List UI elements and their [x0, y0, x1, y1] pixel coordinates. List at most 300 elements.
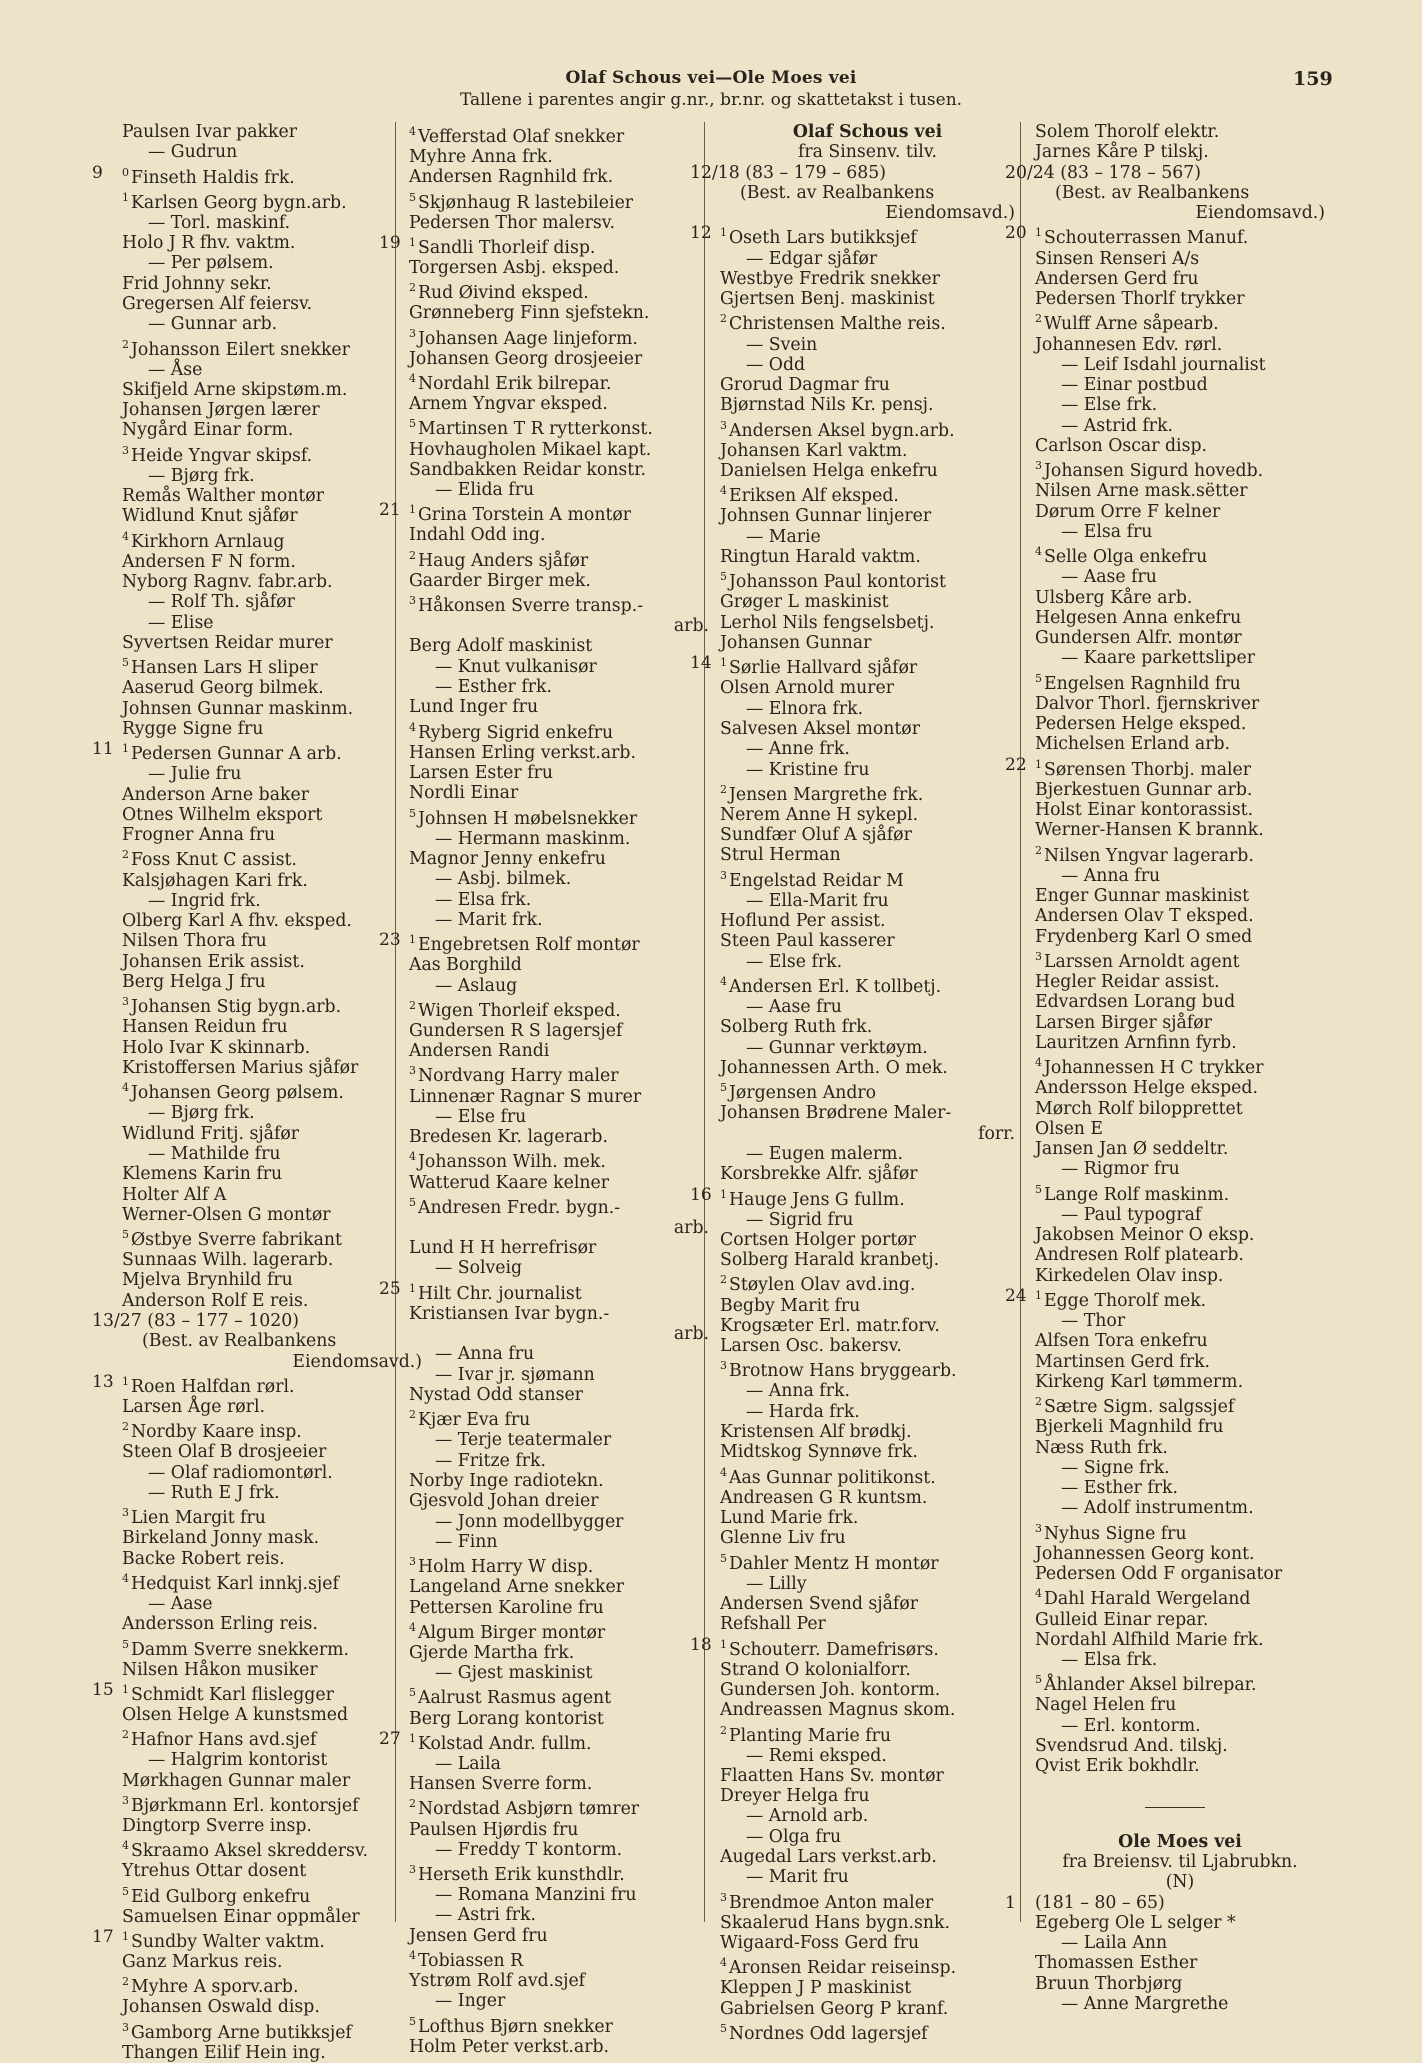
entry-text: — Arnold arb.: [746, 1806, 869, 1827]
directory-entry: [112, 1225, 422, 1250]
household-member-entry: [399, 1885, 709, 1905]
household-member-entry: [399, 677, 709, 697]
entry-text: Andersson Erling reis.: [122, 1614, 318, 1635]
directory-entry: [710, 1847, 1015, 1867]
entry-text: Dørum Orre F kelner: [1035, 501, 1221, 522]
directory-entry: [710, 825, 1015, 845]
directory-entry: [112, 1635, 422, 1660]
directory-entry: [710, 1270, 1015, 1295]
household-member-entry: [112, 1594, 422, 1614]
entry-text: Skraamo Aksel skreddersv.: [131, 1841, 369, 1862]
entry-text: Wulff Arne såpearb.: [1044, 314, 1219, 335]
directory-entry: [1025, 481, 1325, 501]
directory-entry: [399, 1061, 709, 1086]
entry-text: — Mathilde fru: [148, 1143, 281, 1164]
entry-text: Kalsjøhagen Kari frk.: [122, 870, 308, 891]
entry-text: — Jonn modellbygger: [435, 1511, 624, 1532]
house-number: 13: [92, 1371, 114, 1392]
entry-text: Nerem Anne H sykepl.: [720, 804, 919, 825]
household-member-entry: [399, 657, 709, 677]
directory-entry: [1005, 754, 1325, 780]
entry-text: Anderson Rolf E reis.: [122, 1290, 309, 1311]
directory-entry: [399, 167, 709, 187]
directory-entry: [1025, 1245, 1325, 1265]
directory-entry: [710, 1913, 1015, 1933]
household-member-entry: [710, 335, 1015, 355]
entry-text: Skjønhaug R lastebileier: [418, 192, 634, 213]
floor-number: 3: [122, 2020, 129, 2034]
entry-text: Westbye Fredrik snekker: [720, 268, 940, 289]
entry-text: Holm Harry W disp.: [418, 1556, 594, 1577]
entry-text: Aronsen Reidar reiseinsp.: [729, 1958, 957, 1979]
entry-text: — Anne Margrethe: [1061, 1994, 1229, 2015]
entry-text: Pettersen Karoline fru: [409, 1597, 604, 1618]
entry-text: Grøger L maskinist: [720, 592, 889, 613]
household-member-entry: [1025, 1716, 1325, 1736]
directory-entry: [112, 1614, 422, 1634]
household-member-entry: [112, 891, 422, 911]
entry-text: Frogner Anna fru: [122, 825, 276, 846]
entry-text: Johansen Karl vaktm.: [720, 440, 908, 461]
directory-entry: [1025, 1099, 1325, 1119]
entry-text: Christensen Malthe reis.: [729, 314, 946, 335]
floor-number: 5: [122, 1637, 129, 1651]
directory-entry: [399, 2037, 709, 2057]
directory-entry: [710, 805, 1015, 825]
entry-text: Johansen Sigurd hovedb.: [1044, 461, 1264, 482]
floor-number: 3: [720, 1359, 727, 1373]
entry-text: Birkeland Jonny mask.: [122, 1528, 320, 1549]
line-continuation: [399, 1324, 709, 1344]
household-member-entry: [710, 760, 1015, 780]
household-member-entry: [1025, 1933, 1325, 1953]
household-member-entry: [399, 1344, 709, 1364]
directory-entry: [112, 845, 422, 870]
directory-entry: [112, 1417, 422, 1442]
entry-text: Bjørkmann Erl. kontorsjef: [131, 1795, 359, 1816]
floor-number: 5: [720, 1551, 727, 1565]
entry-text: — Marit fru: [746, 1867, 849, 1888]
entry-text: Jørgensen Andro: [729, 1083, 877, 1104]
entry-text: — Bjørg frk.: [148, 1103, 255, 1124]
entry-text: Norby Inge radiotekn.: [409, 1470, 604, 1491]
directory-entry: [112, 1503, 422, 1528]
entry-text: Andreassen Magnus skom.: [720, 1700, 956, 1721]
household-member-entry: [710, 249, 1015, 269]
directory-entry: [112, 2018, 422, 2043]
entry-text: Wigaard-Foss Gerd fru: [720, 1933, 920, 1954]
floor-number: 2: [1035, 1395, 1042, 1409]
directory-entry: [710, 1953, 1015, 1978]
entry-text: — Terje teatermaler: [435, 1430, 612, 1451]
entry-text: Skaalerud Hans bygn.snk.: [720, 1912, 950, 1933]
directory-entry: [112, 233, 422, 253]
entry-text: Krogsæter Erl. matr.forv.: [720, 1315, 940, 1336]
entry-text: — Marie: [746, 526, 821, 547]
directory-entry: [112, 1861, 422, 1881]
household-member-entry: [710, 891, 1015, 911]
entry-text: — Elise: [148, 612, 214, 633]
floor-number: 5: [122, 1884, 129, 1898]
directory-entry: [710, 547, 1015, 567]
directory-entry: [710, 1999, 1015, 2019]
entry-text: — Sigrid fru: [746, 1209, 854, 1230]
household-member-entry: [112, 592, 422, 612]
directory-entry: [399, 1946, 709, 1971]
entry-text: Andersen Ragnhild frk.: [409, 167, 614, 188]
directory-entry: [1025, 1756, 1325, 1776]
directory-entry: [399, 369, 709, 394]
directory-entry: [1025, 1564, 1325, 1584]
entry-text: — Laila Ann: [1061, 1933, 1168, 1954]
floor-number: 4: [409, 1150, 416, 1164]
entry-text: Aaserud Georg bilmek.: [122, 678, 324, 699]
entry-text: Herseth Erik kunsthdlr.: [418, 1864, 625, 1885]
household-member-entry: [399, 1663, 709, 1683]
floor-number: 5: [409, 1195, 416, 1209]
directory-entry: [710, 1078, 1015, 1103]
entry-text: Hansen Reidun fru: [122, 1017, 288, 1038]
directory-entry: [112, 952, 422, 972]
directory-entry: [112, 1270, 422, 1290]
directory-entry: [399, 213, 709, 233]
entry-text: Johansen Gunnar: [720, 632, 872, 653]
floor-number: 3: [122, 443, 129, 457]
house-number: 27: [379, 1728, 401, 1749]
entry-text: Foss Knut C assist.: [131, 850, 297, 871]
floor-number: 2: [122, 848, 129, 862]
directory-entry: [710, 1017, 1015, 1037]
entry-text: — Gunnar verktøym.: [746, 1037, 928, 1058]
directory-entry: [1025, 1695, 1325, 1715]
entry-text: Mørch Rolf bilopprettet: [1035, 1098, 1243, 1119]
floor-number: 1: [409, 1731, 416, 1745]
entry-text: Begby Marit fru: [720, 1295, 861, 1316]
directory-entry: [112, 1397, 422, 1417]
entry-text: Tobiassen R: [418, 1950, 524, 1971]
entry-text: Lien Margit fru: [131, 1508, 266, 1529]
household-member-entry: [1025, 416, 1325, 436]
entry-text: Kristoffersen Marius sjåfør: [122, 1057, 359, 1078]
directory-entry: [112, 486, 422, 506]
directory-entry: [399, 1405, 709, 1430]
entry-text: Bjørnstad Nils Kr. pensj.: [720, 395, 934, 416]
directory-entry: [112, 572, 422, 592]
directory-entry: [399, 1193, 709, 1218]
entry-text: Andersen Gerd fru: [1035, 268, 1199, 289]
entry-text: (Best. av Realbankens: [142, 1331, 337, 1352]
entry-text: Magnor Jenny enkefru: [409, 848, 606, 869]
page-number: 159: [1293, 68, 1333, 90]
entry-text: Næss Ruth frk.: [1035, 1437, 1168, 1458]
household-member-entry: [112, 1483, 422, 1503]
property-range-heading: [690, 163, 1015, 183]
floor-number: 5: [122, 1228, 129, 1242]
floor-number: 4: [409, 720, 416, 734]
directory-entry: [112, 931, 422, 951]
floor-number: 2: [122, 337, 129, 351]
directory-entry: [399, 349, 709, 369]
household-member-entry: [399, 1905, 709, 1925]
household-member-entry: [112, 1750, 422, 1770]
entry-text: 12/18 (83 – 179 – 685): [690, 162, 886, 183]
floor-number: 1: [409, 933, 416, 947]
directory-entry: [710, 719, 1015, 739]
entry-text: Lund Inger fru: [409, 697, 539, 718]
directory-entry: [399, 1147, 709, 1172]
directory-entry: [112, 506, 422, 526]
directory-entry: [1025, 1331, 1325, 1351]
entry-text: Olaf Schous vei: [792, 122, 943, 142]
directory-column-2: [379, 122, 709, 2057]
household-member-entry: [1025, 355, 1325, 375]
directory-entry: [1025, 502, 1325, 522]
directory-entry: [112, 1952, 422, 1972]
entry-text: Nygård Einar form.: [122, 420, 294, 441]
entry-text: — Harda frk.: [746, 1401, 860, 1422]
directory-entry: [1025, 1352, 1325, 1372]
directory-column-1: [92, 122, 422, 2063]
entry-text: — Aase fru: [1061, 567, 1157, 588]
directory-entry: [112, 719, 422, 739]
household-member-entry: [1025, 648, 1325, 668]
entry-text: Dahler Mentz H montør: [729, 1553, 939, 1574]
directory-entry: [710, 911, 1015, 931]
directory-entry: [92, 1679, 422, 1705]
floor-number: 5: [1035, 1182, 1042, 1196]
entry-text: Eiendomsavd.): [292, 1351, 422, 1372]
household-member-entry: [710, 355, 1015, 375]
household-member-entry: [399, 829, 709, 849]
directory-entry: [399, 1238, 709, 1258]
street-heading: [1025, 1832, 1325, 1852]
entry-text: Johansson Wilh. mek.: [418, 1152, 606, 1173]
directory-entry: [1025, 1225, 1325, 1245]
directory-entry: [399, 996, 709, 1021]
entry-text: — Gudrun: [148, 142, 238, 163]
entry-text: — Esther frk.: [435, 677, 552, 698]
section-divider: [1145, 1807, 1205, 1808]
directory-entry: [379, 1728, 709, 1754]
entry-text: — Einar postbud: [1061, 375, 1208, 396]
directory-column-3: [690, 122, 1015, 2044]
household-member-entry: [710, 1574, 1015, 1594]
directory-entry: [710, 395, 1015, 415]
entry-text: Pedersen Thor malersv.: [409, 212, 615, 233]
entry-text: — Signe frk.: [1061, 1457, 1170, 1478]
household-member-entry: [399, 1258, 709, 1278]
directory-entry: [399, 804, 709, 829]
entry-text: Holst Einar kontorassist.: [1035, 800, 1254, 821]
directory-entry: [1025, 456, 1325, 481]
directory-entry: [399, 1491, 709, 1511]
household-member-entry: [1025, 1650, 1325, 1670]
floor-number: 4: [720, 975, 727, 988]
entry-text: Johansson Paul kontorist: [729, 572, 946, 593]
household-member-entry: [112, 1463, 422, 1483]
directory-entry: [112, 972, 422, 992]
floor-number: 2: [122, 1975, 129, 1989]
entry-text: Ganz Markus reis.: [122, 1952, 283, 1973]
floor-number: 3: [720, 418, 727, 432]
floor-number: 5: [409, 2014, 416, 2028]
entry-text: (181 – 80 – 65): [1035, 1892, 1165, 1913]
household-member-entry: [1025, 1159, 1325, 1179]
household-member-entry: [399, 480, 709, 500]
floor-number: 4: [720, 1465, 727, 1479]
entry-text: Widlund Fritj. sjåfør: [122, 1123, 300, 1144]
household-member-entry: [1025, 1498, 1325, 1518]
directory-entry: [399, 1820, 709, 1840]
directory-entry: [112, 653, 422, 678]
directory-entry: [112, 188, 422, 213]
entry-text: Nilsen Håkon musiker: [122, 1659, 318, 1680]
entry-text: Frydenberg Karl O smed: [1035, 926, 1253, 947]
entry-text: Nordahl Alfhild Marie frk.: [1035, 1629, 1264, 1650]
household-member-entry: [710, 1210, 1015, 1230]
entry-text: — Julie fru: [148, 764, 242, 785]
entry-text: Widlund Knut sjåfør: [122, 506, 298, 527]
entry-text: Kristiansen Ivar bygn.-: [409, 1303, 610, 1324]
directory-entry: [399, 122, 709, 147]
directory-entry: [1025, 1736, 1325, 1756]
entry-text: Berg Helga J fru: [122, 972, 266, 992]
directory-entry: [710, 269, 1015, 289]
directory-entry: [1025, 1266, 1325, 1286]
directory-entry: [112, 1058, 422, 1078]
house-number: 22: [1005, 754, 1027, 775]
entry-text: Paulsen Ivar pakker: [122, 122, 297, 142]
entry-text: Berg Lorang kontorist: [409, 1708, 604, 1729]
directory-entry: [710, 1528, 1015, 1548]
entry-text: — Olaf radiomontørl.: [148, 1462, 333, 1483]
entry-text: Larssen Arnoldt agent: [1044, 951, 1240, 972]
entry-text: Nyhus Signe fru: [1044, 1523, 1187, 1544]
entry-text: Kristensen Alf brødkj.: [720, 1422, 912, 1443]
household-member-entry: [710, 1867, 1015, 1887]
directory-entry: [399, 1598, 709, 1618]
floor-number: 5: [122, 656, 129, 670]
house-number: 9: [92, 162, 103, 183]
house-number: 24: [1005, 1285, 1027, 1306]
floor-number: 1: [122, 1374, 129, 1388]
entry-text: Grina Torstein A montør: [418, 505, 632, 526]
entry-text: Engelsen Ragnhild fru: [1044, 673, 1241, 694]
directory-entry: [710, 633, 1015, 653]
entry-text: Støylen Olav avd.ing.: [729, 1275, 916, 1296]
directory-entry: [112, 1250, 422, 1270]
household-member-entry: [1025, 1311, 1325, 1331]
floor-number: 1: [720, 226, 727, 240]
directory-entry: [112, 1291, 422, 1311]
directory-entry: [710, 1164, 1015, 1184]
entry-text: Eid Gulborg enkefru: [131, 1886, 311, 1907]
entry-text: Håkonsen Sverre transp.-: [418, 595, 644, 616]
directory-entry: [1025, 886, 1325, 906]
entry-text: Finseth Haldis frk.: [131, 167, 295, 188]
household-member-entry: [112, 142, 422, 162]
household-member-entry: [1025, 1478, 1325, 1498]
entry-text: Sundfær Oluf A sjåfør: [720, 825, 912, 846]
directory-entry: [112, 992, 422, 1017]
directory-entry: [112, 1528, 422, 1548]
entry-text: Nordstad Asbjørn tømrer: [418, 1799, 640, 1820]
entry-text: — Per pølsem.: [148, 253, 274, 274]
entry-text: Backe Robert reis.: [122, 1548, 285, 1569]
directory-entry: [112, 552, 422, 572]
entry-text: Johnsen Gunnar linjerer: [720, 506, 932, 527]
entry-text: Andersen Olav T eksped.: [1035, 906, 1254, 927]
entry-text: — Esther frk.: [1061, 1478, 1178, 1499]
directory-entry: [112, 805, 422, 825]
directory-entry: [112, 1549, 422, 1569]
entry-text: — Svein: [746, 334, 818, 355]
entry-text: — Freddy T kontorm.: [435, 1839, 623, 1860]
directory-entry: [112, 911, 422, 931]
property-range-heading: [1005, 163, 1325, 183]
entry-text: Kjær Eva fru: [418, 1410, 531, 1431]
household-member-entry: [112, 360, 422, 380]
directory-entry: [112, 420, 422, 440]
household-member-entry: [710, 1038, 1015, 1058]
entry-text: Ringtun Harald vaktm.: [720, 547, 921, 567]
directory-entry: [1025, 269, 1325, 289]
floor-number: 1: [1035, 226, 1042, 240]
floor-number: 5: [1035, 671, 1042, 685]
entry-text: Mørkhagen Gunnar maler: [122, 1770, 351, 1791]
directory-column-4: [1005, 122, 1325, 2015]
directory-entry: [690, 1184, 1015, 1210]
property-note: [1025, 183, 1325, 203]
entry-text: Dingtorp Sverre insp.: [122, 1816, 312, 1836]
directory-entry: [710, 613, 1015, 633]
floor-number: 2: [1035, 312, 1042, 326]
entry-text: Hedquist Karl innkj.sjef: [131, 1573, 339, 1594]
entry-text: — Aase fru: [746, 997, 842, 1018]
directory-entry: [112, 294, 422, 314]
directory-entry: [710, 1594, 1015, 1614]
directory-entry: [1025, 1033, 1325, 1053]
household-member-entry: [112, 613, 422, 633]
entry-text: arb.: [673, 616, 709, 637]
entry-text: (Best. av Realbankens: [1055, 182, 1250, 203]
entry-text: Ulsberg Kåre arb.: [1035, 587, 1193, 608]
household-member-entry: [399, 1754, 709, 1774]
entry-text: Jarnes Kåre P tilskj.: [1035, 142, 1209, 163]
entry-text: Nystad Odd stanser: [409, 1385, 583, 1405]
property-range-heading: [92, 1311, 422, 1331]
directory-entry: [1025, 1053, 1325, 1078]
directory-entry: [710, 845, 1015, 865]
entry-text: Aas Borghild: [409, 955, 522, 976]
entry-text: Schmidt Karl flislegger: [131, 1684, 334, 1705]
directory-entry: [1025, 841, 1325, 866]
entry-text: Enger Gunnar maskinist: [1035, 886, 1250, 907]
line-continuation: [1025, 203, 1325, 223]
directory-entry: [1025, 628, 1325, 648]
entry-text: Syvertsen Reidar murer: [122, 632, 333, 653]
directory-entry: [399, 1577, 709, 1597]
floor-number: 3: [409, 1555, 416, 1569]
entry-text: Cortsen Holger portør: [720, 1229, 916, 1250]
directory-entry: [399, 1860, 709, 1885]
entry-text: — Elsa fru: [1061, 521, 1153, 542]
floor-number: 3: [122, 1793, 129, 1807]
entry-text: Thangen Eilif Hein ing.: [122, 2042, 326, 2063]
entry-text: — Remi eksped.: [746, 1745, 887, 1766]
entry-text: Johansen Aage linjeform.: [418, 328, 638, 349]
directory-entry: [710, 1978, 1015, 1998]
